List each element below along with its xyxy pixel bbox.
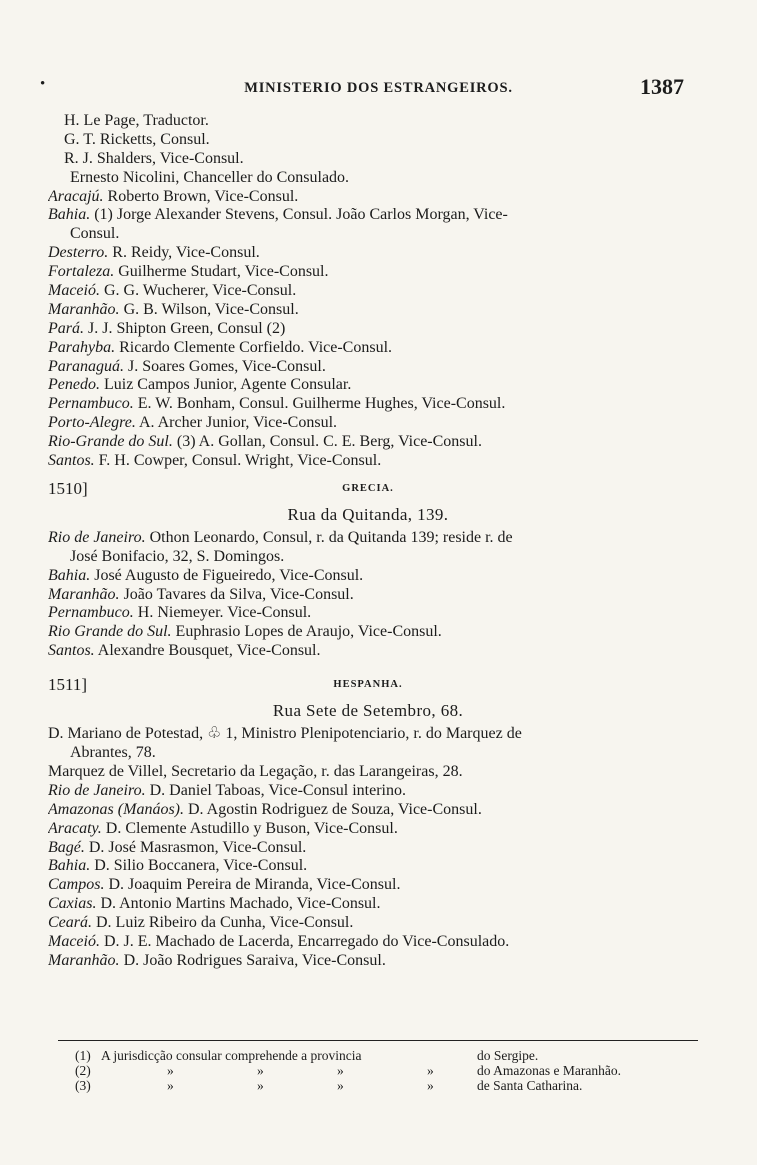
list-item: H. Le Page, Traductor. xyxy=(64,112,209,129)
list-item: Marquez de Villel, Secretario da Legação, r. das Larangeiras, 28. xyxy=(48,762,463,780)
section-header-hespanha xyxy=(48,667,688,697)
list-item: Bahia. D. Silio Boccanera, Vice-Consul. xyxy=(48,857,308,875)
list-item: Maranhão. João Tavares da Silva, Vice-Consul. xyxy=(48,585,354,603)
list-item: Maceió. G. G. Wucherer, Vice-Consul. xyxy=(48,282,297,300)
list-item: Ceará. D. Luiz Ribeiro da Cunha, Vice-Consul. xyxy=(48,914,354,932)
list-item: Pernambuco. E. W. Bonham, Consul. Guilherme Hughes, Vice-Consul. xyxy=(48,395,506,413)
section-address: Rua Sete de Setembro, 68. xyxy=(272,701,464,721)
list-item: Paranaguá. J. Soares Gomes, Vice-Consul. xyxy=(48,357,326,375)
list-item: José Bonifacio, 32, S. Domingos. xyxy=(70,547,285,565)
footnote: (1) A jurisdicção consular comprehende a provincia do Sergipe. xyxy=(75,1048,539,1063)
section-country: GRECIA. xyxy=(342,482,394,494)
section-address: Rua da Quitanda, 139. xyxy=(287,504,449,524)
page-body xyxy=(48,112,688,971)
list-item: Pará. J. J. Shipton Green, Consul (2) xyxy=(48,319,286,337)
list-item: R. J. Shalders, Vice-Consul. xyxy=(64,149,244,167)
footnote: (2) » » » » do Amazonas e Maranhão. xyxy=(75,1063,621,1078)
hespanha-list xyxy=(48,725,688,971)
list-item: D. Mariano de Potestad, ♧ 1, Ministro Plenipotenciario, r. do Marquez de xyxy=(48,725,522,743)
running-title: MINISTERIO DOS ESTRANGEIROS. xyxy=(244,80,513,96)
list-item: G. T. Ricketts, Consul. xyxy=(64,130,210,148)
list-item: Aracajú. Roberto Brown, Vice-Consul. xyxy=(48,187,299,205)
list-item: Santos. Alexandre Bousquet, Vice-Consul. xyxy=(48,642,321,660)
list-item: Rio de Janeiro. Othon Leonardo, Consul, r. da Quitanda 139; reside r. de xyxy=(48,528,513,546)
header-mark: • xyxy=(40,76,46,92)
section-number: 1511] xyxy=(48,675,88,695)
list-item: Rio Grande do Sul. Euphrasio Lopes de Araujo, Vice-Consul. xyxy=(48,623,442,641)
list-item: Ernesto Nicolini, Chanceller do Consulado. xyxy=(70,168,350,186)
list-item: Amazonas (Manáos). D. Agostin Rodriguez de Souza, Vice-Consul. xyxy=(48,800,482,818)
list-item: Maranhão. G. B. Wilson, Vice-Consul. xyxy=(48,300,299,318)
list-item: Bagé. D. José Masrasmon, Vice-Consul. xyxy=(48,838,307,856)
list-item: Pernambuco. H. Niemeyer. Vice-Consul. xyxy=(48,604,312,622)
list-item: Maceió. D. J. E. Machado de Lacerda, Encarregado do Vice-Consulado. xyxy=(48,932,510,950)
list-item: Fortaleza. Guilherme Studart, Vice-Consul. xyxy=(48,263,329,281)
list-item: Parahyba. Ricardo Clemente Corfieldo. Vice-Consul. xyxy=(48,338,393,356)
list-item: Aracaty. D. Clemente Astudillo y Buson, Vice-Consul. xyxy=(48,819,398,837)
section-number: 1510] xyxy=(48,478,88,498)
section-country: HESPANHA. xyxy=(333,679,403,691)
list-item: Porto-Alegre. A. Archer Junior, Vice-Consul. xyxy=(48,414,338,432)
list-item: Campos. D. Joaquim Pereira de Miranda, Vice-Consul. xyxy=(48,876,401,894)
list-item: Caxias. D. Antonio Martins Machado, Vice-Consul. xyxy=(48,895,381,913)
list-item: Bahia. (1) Jorge Alexander Stevens, Consul. João Carlos Morgan, Vice- xyxy=(48,206,508,224)
list-item: Penedo. Luiz Campos Junior, Agente Consular. xyxy=(48,376,352,394)
list-item: Consul. xyxy=(70,225,120,243)
list-item: Abrantes, 78. xyxy=(70,744,156,762)
footnote-divider xyxy=(58,1040,698,1041)
list-item: Bahia. José Augusto de Figueiredo, Vice-Consul. xyxy=(48,566,364,584)
list-item: Rio-Grande do Sul. (3) A. Gollan, Consul. C. E. Berg, Vice-Consul. xyxy=(48,433,482,451)
list-item: Desterro. R. Reidy, Vice-Consul. xyxy=(48,244,260,262)
top-list xyxy=(48,112,688,471)
footnotes xyxy=(75,1048,695,1093)
grecia-list xyxy=(48,529,688,661)
list-item: Santos. F. H. Cowper, Consul. Wright, Vice-Consul. xyxy=(48,452,382,470)
list-item: Rio de Janeiro. D. Daniel Taboas, Vice-Consul interino. xyxy=(48,781,406,799)
footnote: (3) » » » » de Santa Catharina. xyxy=(75,1078,583,1093)
section-header-grecia xyxy=(48,471,688,501)
page-number: 1387 xyxy=(640,74,684,99)
list-item: Maranhão. D. João Rodrigues Saraiva, Vice-Consul. xyxy=(48,951,386,969)
